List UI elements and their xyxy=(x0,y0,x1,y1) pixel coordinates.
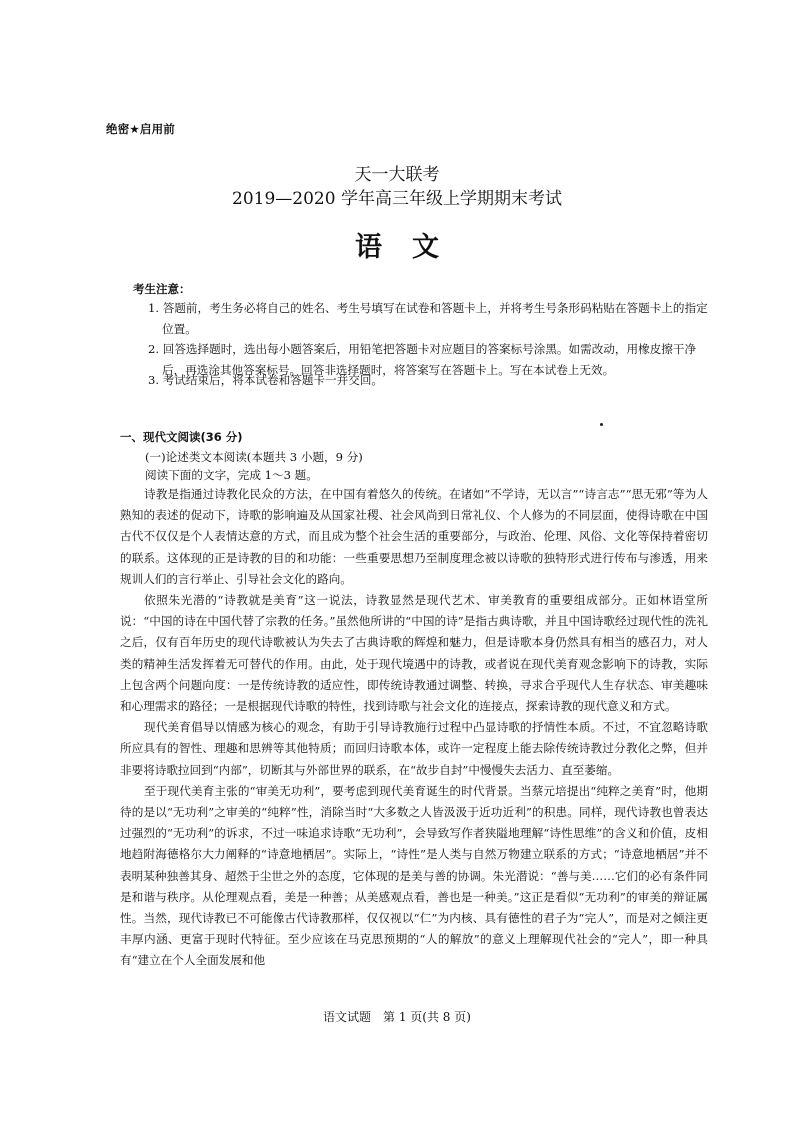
notice-item-3: 3. 考试结束后，将本试卷和答题卡一并交回。 xyxy=(148,373,384,387)
notice-heading: 考生注意： xyxy=(133,282,191,296)
subsection-heading: (一)论述类文本阅读(本题共 3 小题，9 分) xyxy=(145,450,363,464)
notice-item-1: 1. 答题前，考生务必将自己的姓名、考生号填写在试卷和答题卡上，并将考生号条形码粘贴在答题卡上的指定位置。 xyxy=(148,301,708,336)
passage-paragraph-1: 诗教是指通过诗教化民众的方法，在中国有着悠久的传统。在诸如“不学诗，无以言”“诗言志”“思无邪”等为人熟知的表述的促动下，诗歌的影响遍及从国家社稷、社会风尚到日常礼仪、个人修为的不同层面，使得诗歌在中国古代不仅仅是个人表情达意的方式，而且成为整个社会生活的重要部分，与政治、伦理、风俗、文化等保持着密切的联系。这体现的正是诗教的目的和功能：一些重要思想乃至制度理念被以诗歌的独特形式进行传布与渗透，用来规训人们的言行举止、引导社会文化的路向。 xyxy=(120,487,708,586)
notice-item-2: 2. 回答选择题时，选出每小题答案后，用铅笔把答题卡对应题目的答案标号涂黑。如需改动，用橡皮擦干净后，再选涂其他答案标号。回答非选择题时，将答案写在答题卡上。写在本试卷上无效。 xyxy=(148,342,697,377)
passage-paragraph-2: 依照朱光潜的“诗教就是美育”这一说法，诗教显然是现代艺术、审美教育的重要组成部分。正如林语堂所说：“中国的诗在中国代替了宗教的任务。”虽然他所讲的“中国的诗”是指古典诗歌，并且中国诗歌经过现代性的洗礼之后，仅有百年历史的现代诗歌被认为失去了古典诗歌的辉煌和魅力，但是诗歌本身仍然具有相当的感召力，对人类的精神生活发挥着无可替代的作用。由此，处于现代境遇中的诗教，或者说在现代美育观念影响下的诗教，实际上包含两个问题向度：一是传统诗教的适应性，即传统诗教通过调整、转换，寻求合乎现代人生存状态、审美趣味和心理需求的路径；一是根据现代诗歌的特性，找到诗歌与社会文化的连接点，探索诗教的现代意义和方式。 xyxy=(120,593,708,714)
stray-mark xyxy=(600,423,603,426)
passage-paragraph-4: 至于现代美育主张的“审美无功利”，要考虑到现代美育诞生的时代背景。当蔡元培提出“纯粹之美育”时，他期待的是以“无功利”之审美的“纯粹”性，消除当时“大多数之人皆汲汲于近功近利”的积患。同样，现代诗教也曾表达过强烈的“无功利”的诉求，不过一味追求诗歌“无功利”，会导致写作者狭隘地理解“诗性思维”的含义和价值，皮相地趋附海德格尔大力阐释的“诗意地栖居”。实际上，“诗性”是人类与自然万物建立联系的方式；“诗意地栖居”并不表明某种独善其身、超然于尘世之外的态度，它体现的是美与善的协调。朱光潜说：“善与美……它们的必有条件同是和谐与秩序。从伦理观点看，美是一种善；从美感观点看，善也是一种美。”这正是看似“无功利”的审美的辩证属性。当然，现代诗教已不可能像古代诗教那样，仅仅视以“仁”为内核、具有德性的君子为“完人”，而是对之倾注更丰厚内涵、更富于现时代特征。至少应该在马克思预期的“人的解放”的意义上理解现代社会的“完人”，即一种具有“建立在个人全面发展和他 xyxy=(120,783,708,968)
passage-paragraph-3: 现代美育倡导以情感为核心的观念，有助于引导诗教施行过程中凸显诗歌的抒情性本质。不过，不宜忽略诗歌所应具有的智性、理趣和思辨等其他特质；而回归诗歌本体，或许一定程度上能去除传统诗教过分教化之弊，但并非要将诗歌拉回到“内部”，切断其与外部世界的联系，在“故步自封”中慢慢失去活力、直至萎缩。 xyxy=(120,720,708,777)
passage-body xyxy=(120,484,708,972)
exam-title: 2019—2020 学年高三年级上学期期末考试 xyxy=(232,189,562,209)
confidential-label: 绝密★启用前 xyxy=(106,122,176,136)
subject-title: 语文 xyxy=(355,232,469,263)
section-heading: 一、现代文阅读(36 分) xyxy=(120,430,243,444)
reading-instruction: 阅读下面的文字，完成 1～3 题。 xyxy=(145,468,318,482)
exam-organizer: 天一大联考 xyxy=(354,165,440,185)
page-footer: 语文试题 第 1 页(共 8 页) xyxy=(323,1010,471,1024)
